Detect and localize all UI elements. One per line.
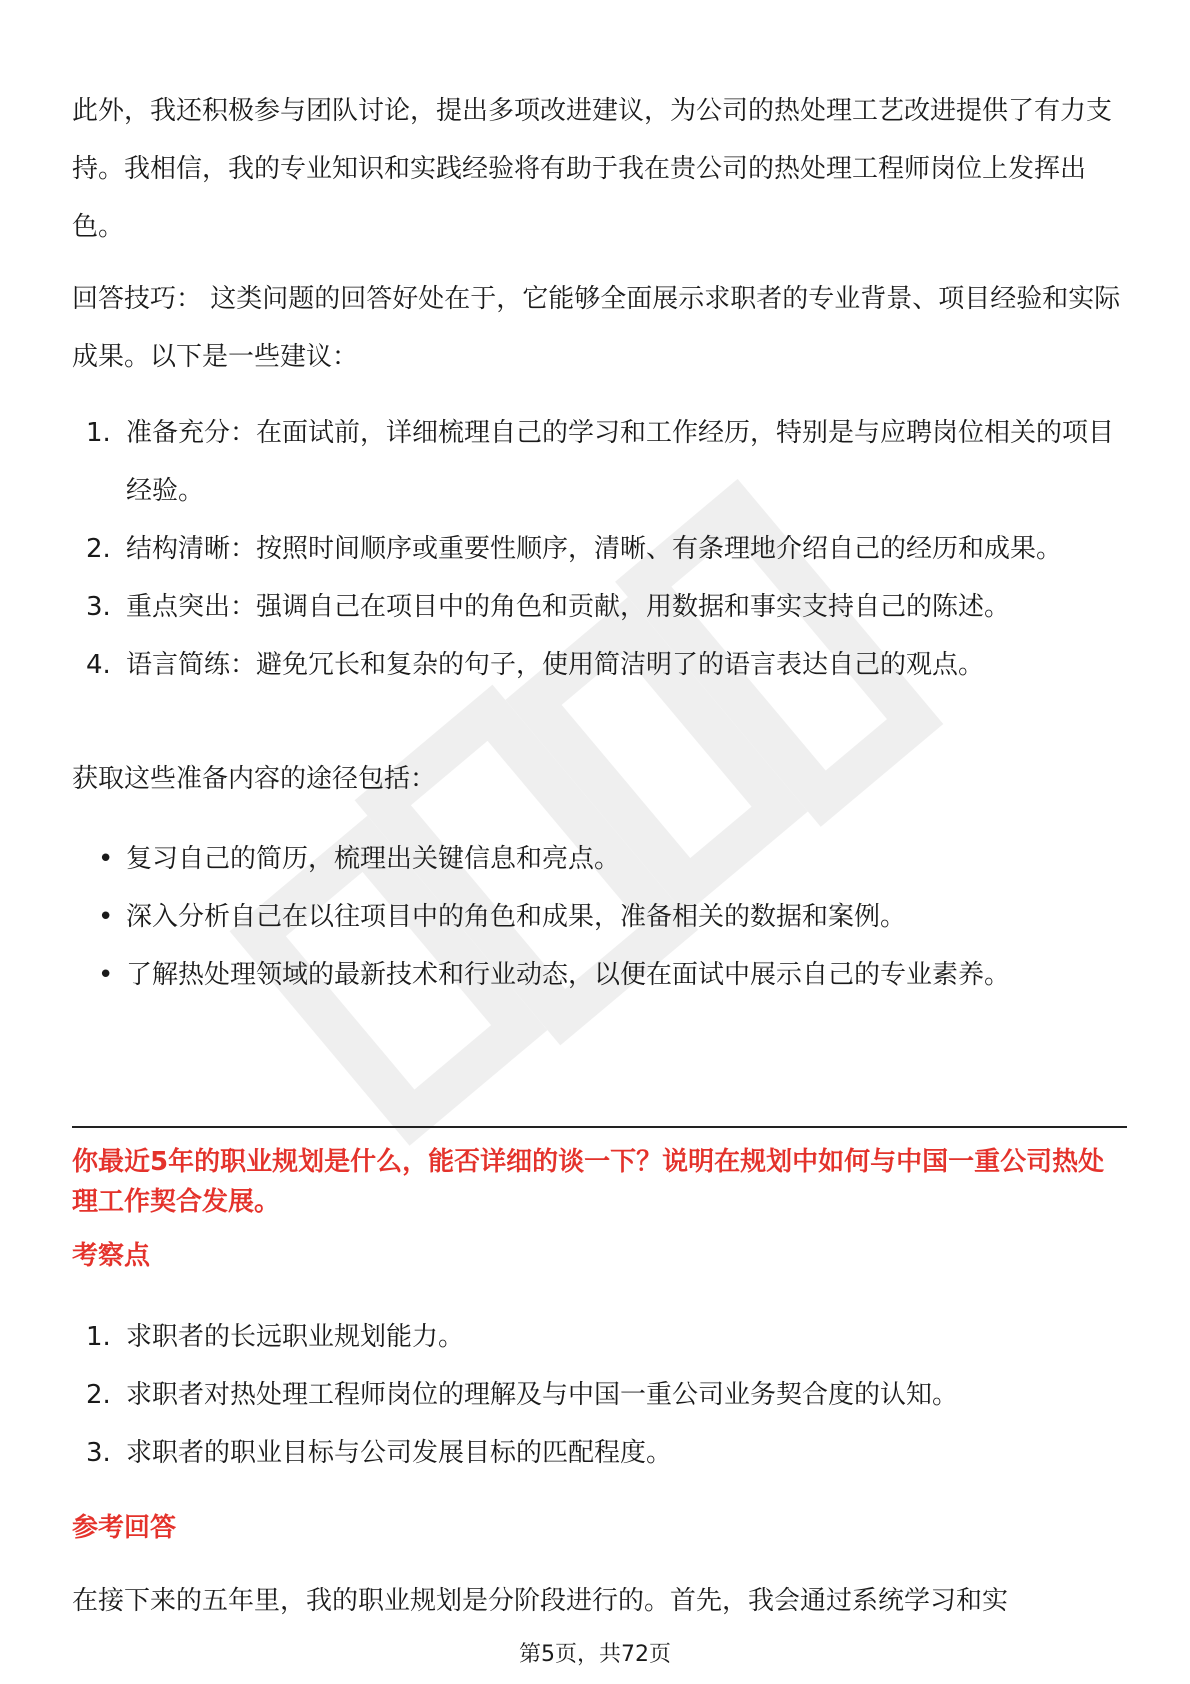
list-item [72, 830, 1122, 888]
list-item [72, 404, 1122, 520]
list-item [72, 636, 1122, 694]
prep-list [72, 830, 1122, 1004]
paragraph-top: 此外，我还积极参与团队讨论，提出多项改进建议，为公司的热处理工艺改进提供了有力支持。我相信，我的专业知识和实践经验将有助于我在贵公司的热处理工程师岗位上发挥出色。 [72, 96, 1113, 242]
list-marker: 1. [86, 418, 111, 448]
list-item-text: 深入分析自己在以往项目中的角色和成果，准备相关的数据和案例。 [126, 902, 907, 932]
list-marker: 4. [86, 650, 111, 680]
list-item [72, 520, 1122, 578]
page-footer: 第5页，共72页 [519, 1642, 671, 1667]
list-item-text: 结构清晰：按照时间顺序或重要性顺序，清晰、有条理地介绍自己的经历和成果。 [126, 534, 1063, 564]
list-item-text: 了解热处理领域的最新技术和行业动态，以便在面试中展示自己的专业素养。 [126, 960, 1011, 990]
tips-list [72, 404, 1122, 694]
list-item-text: 复习自己的简历，梳理出关键信息和亮点。 [126, 844, 621, 874]
list-item [72, 946, 1122, 1004]
list-item-text: 求职者对热处理工程师岗位的理解及与中国一重公司业务契合度的认知。 [126, 1380, 959, 1410]
list-marker: 3. [86, 1438, 111, 1468]
section-divider [72, 1126, 1127, 1128]
list-item [72, 1366, 1122, 1424]
question-heading: 你最近5年的职业规划是什么，能否详细的谈一下？说明在规划中如何与中国一重公司热处理工作契合发展。 [72, 1147, 1105, 1217]
list-item-text: 求职者的职业目标与公司发展目标的匹配程度。 [126, 1438, 673, 1468]
bullet-marker: • [98, 844, 114, 874]
list-item [72, 1424, 1122, 1482]
tips-paragraph: 回答技巧： 这类问题的回答好处在于，它能够全面展示求职者的专业背景、项目经验和实际成果。以下是一些建议： [72, 284, 1121, 372]
prep-intro: 获取这些准备内容的途径包括： [72, 764, 437, 794]
answer-paragraph: 在接下来的五年里，我的职业规划是分阶段进行的。首先，我会通过系统学习和实 [72, 1586, 1009, 1616]
list-item-text: 重点突出：强调自己在项目中的角色和贡献，用数据和事实支持自己的陈述。 [126, 592, 1011, 622]
list-marker: 2. [86, 534, 111, 564]
focus-heading: 考察点 [72, 1241, 151, 1271]
list-item [72, 578, 1122, 636]
list-marker: 1. [86, 1322, 111, 1352]
list-item-text: 准备充分：在面试前，详细梳理自己的学习和工作经历，特别是与应聘岗位相关的项目经验。 [126, 418, 1115, 506]
focus-list [72, 1308, 1122, 1482]
answer-heading: 参考回答 [72, 1513, 177, 1543]
list-marker: 3. [86, 592, 111, 622]
list-item-text: 求职者的长远职业规划能力。 [126, 1322, 465, 1352]
list-item [72, 1308, 1122, 1366]
list-item-text: 语言简练：避免冗长和复杂的句子，使用简洁明了的语言表达自己的观点。 [126, 650, 985, 680]
list-item [72, 888, 1122, 946]
list-marker: 2. [86, 1380, 111, 1410]
bullet-marker: • [98, 960, 114, 990]
bullet-marker: • [98, 902, 114, 932]
